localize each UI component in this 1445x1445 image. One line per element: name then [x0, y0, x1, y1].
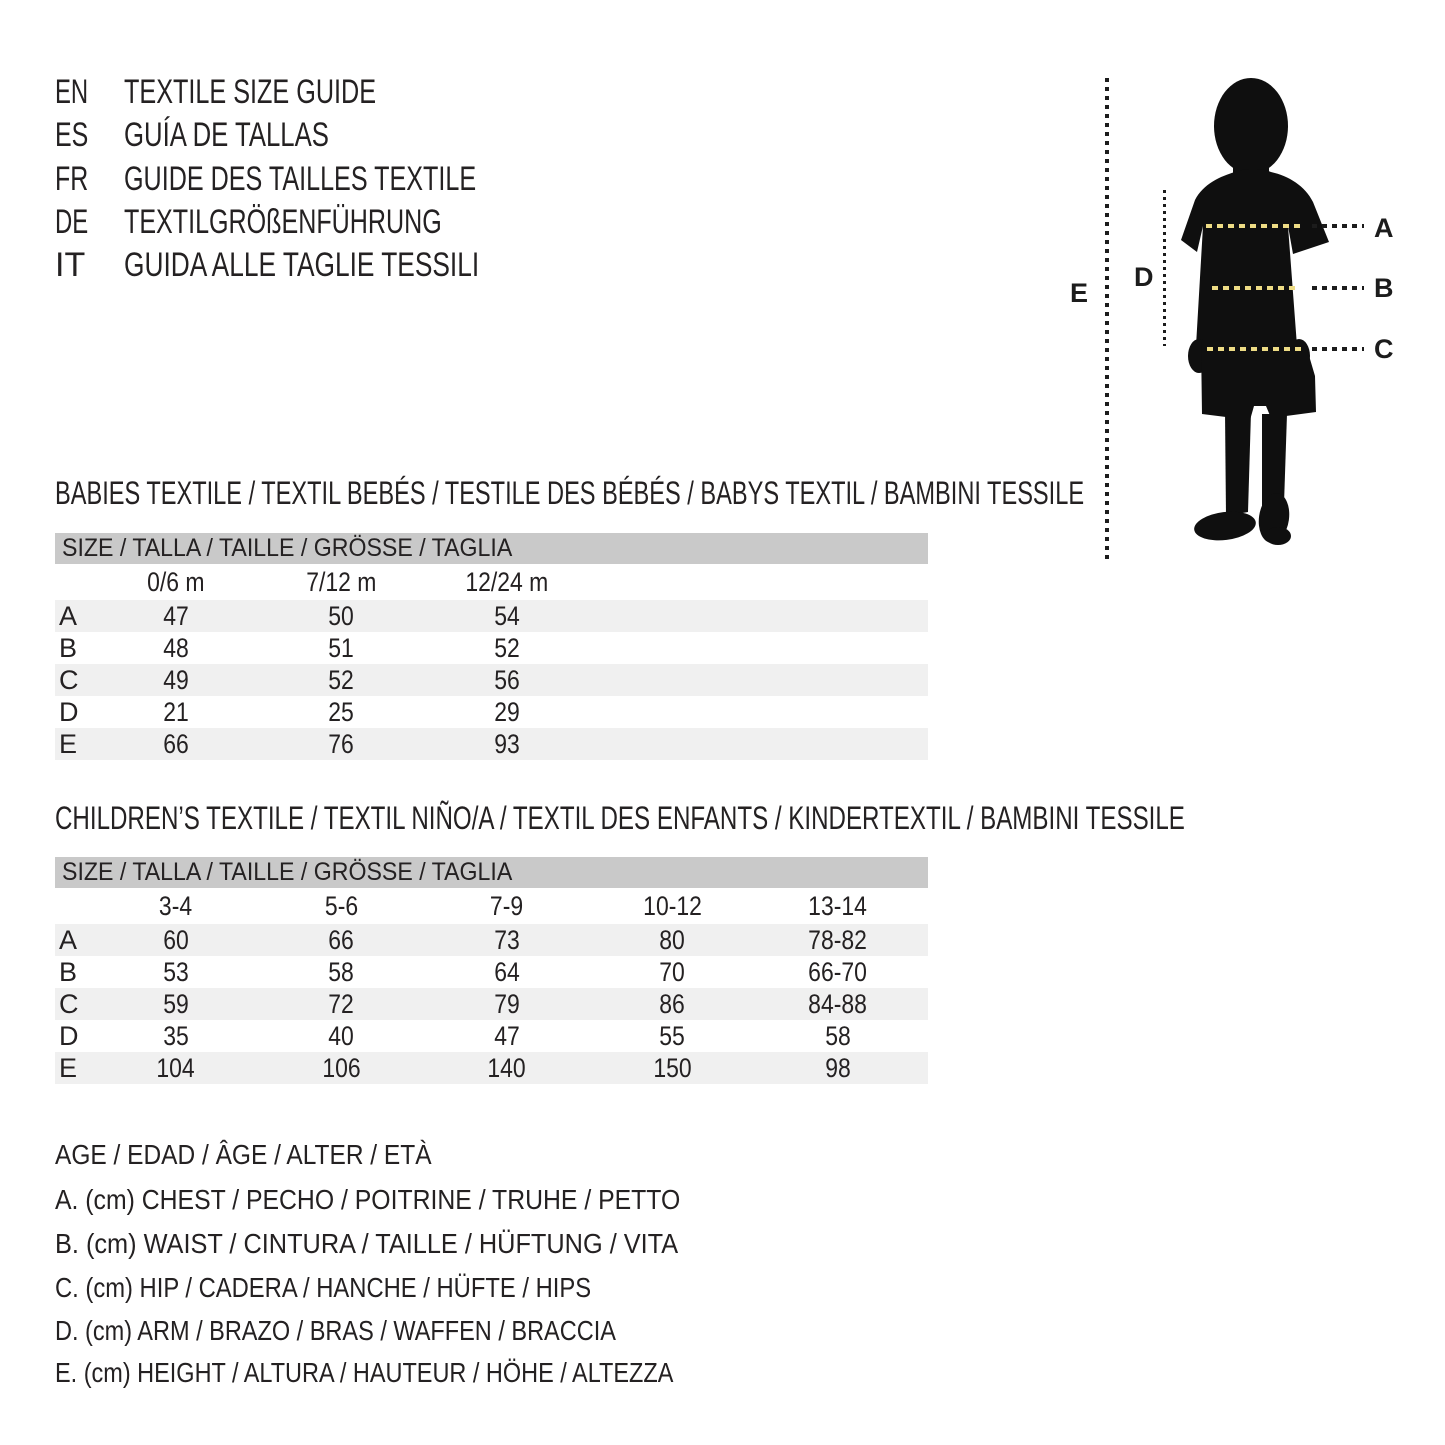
silhouette-right-toe: [1265, 527, 1291, 545]
row-label: C: [59, 988, 79, 1019]
value-cell: [590, 1053, 756, 1084]
value-cell: [93, 697, 259, 728]
table-row: [55, 1020, 928, 1052]
value-text: 98: [824, 1052, 851, 1083]
row-label: A: [59, 600, 78, 631]
value-cell: [755, 1053, 921, 1084]
table-row: [55, 600, 928, 632]
language-code-es: ES: [55, 116, 89, 154]
value-text: 21: [162, 696, 189, 727]
value-cell: [590, 1021, 756, 1052]
language-code-de: DE: [55, 203, 89, 241]
value-text: 76: [328, 728, 355, 759]
legend-age: AGE / EDAD / ÂGE / ALTER / ETÀ: [55, 1139, 432, 1170]
value-text: 73: [493, 924, 520, 955]
value-text: 55: [659, 1020, 686, 1051]
chest-line-black: [1312, 224, 1364, 228]
column-header-cell: [424, 891, 590, 922]
value-cell: [424, 729, 590, 760]
value-text: 104: [156, 1052, 195, 1083]
column-header-cell: [590, 891, 756, 922]
value-cell: [259, 601, 425, 632]
silhouette-tshirt: [1181, 169, 1329, 346]
children-table: [55, 857, 928, 1084]
column-header-cell: [259, 567, 425, 598]
children-size-header-band: [55, 857, 928, 888]
row-label: B: [59, 956, 78, 987]
value-cell: [424, 633, 590, 664]
babies-section-heading: BABIES TEXTILE / TEXTIL BEBÉS / TESTILE DES BÉBÉS / BABYS TEXTIL / BAMBINI TESSILE: [55, 475, 1085, 511]
value-cell: [424, 697, 590, 728]
column-header-label: 7-9: [490, 890, 524, 921]
value-cell: [259, 697, 425, 728]
value-text: 60: [162, 924, 189, 955]
value-cell: [424, 1053, 590, 1084]
value-text: 52: [493, 632, 520, 663]
value-cell: [93, 665, 259, 696]
value-cell: [755, 925, 921, 956]
value-cell: [424, 989, 590, 1020]
value-text: 140: [487, 1052, 526, 1083]
language-title-fr: GUIDE DES TAILLES TEXTILE: [124, 160, 477, 198]
children-column-header-row: [55, 888, 928, 924]
value-text: 58: [824, 1020, 851, 1051]
marker-label-a: A: [1374, 213, 1394, 243]
row-label: E: [59, 1052, 78, 1083]
table-row: [55, 988, 928, 1020]
value-text: 48: [162, 632, 189, 663]
value-text: 80: [659, 924, 686, 955]
babies-table: [55, 533, 928, 760]
value-text: 64: [493, 956, 520, 987]
value-cell: [755, 1021, 921, 1052]
column-header-cell: [755, 891, 921, 922]
value-cell: [259, 665, 425, 696]
value-text: 58: [328, 956, 355, 987]
marker-label-b: B: [1374, 273, 1394, 303]
value-text: 47: [162, 600, 189, 631]
column-header-label: 3-4: [159, 890, 193, 921]
arm-measure-line-d: [1163, 190, 1166, 346]
value-text: 66-70: [808, 956, 868, 987]
value-text: 84-88: [808, 988, 868, 1019]
language-title-en: TEXTILE SIZE GUIDE: [124, 73, 377, 111]
babies-size-header-text: SIZE / TALLA / TAILLE / GRÖSSE / TAGLIA: [62, 534, 513, 562]
value-text: 66: [162, 728, 189, 759]
value-text: 79: [493, 988, 520, 1019]
legend-waist: B. (cm) WAIST / CINTURA / TAILLE / HÜFTUNG / VITA: [55, 1228, 679, 1259]
value-cell: [93, 729, 259, 760]
row-label: D: [59, 1020, 79, 1051]
children-section-heading: CHILDREN’S TEXTILE / TEXTIL NIÑO/A / TEXTIL DES ENFANTS / KINDERTEXTIL / BAMBINI TESSILE: [55, 800, 1185, 836]
language-title-it: GUIDA ALLE TAGLIE TESSILI: [124, 246, 480, 284]
chest-line-yellow: [1206, 224, 1303, 228]
value-cell: [93, 633, 259, 664]
value-cell: [755, 989, 921, 1020]
babies-table-rows: [55, 600, 928, 760]
silhouette-left-shoe: [1193, 508, 1258, 543]
column-header-cell: [93, 891, 259, 922]
table-row: [55, 632, 928, 664]
value-text: 72: [328, 988, 355, 1019]
legend-hip: C. (cm) HIP / CADERA / HANCHE / HÜFTE / HIPS: [55, 1272, 592, 1303]
value-cell: [590, 989, 756, 1020]
table-row: [55, 696, 928, 728]
language-code-en: EN: [55, 73, 89, 111]
value-cell: [424, 1021, 590, 1052]
column-header-label: 0/6 m: [147, 566, 205, 597]
value-text: 70: [659, 956, 686, 987]
value-text: 51: [328, 632, 355, 663]
value-text: 54: [493, 600, 520, 631]
marker-label-c: C: [1374, 334, 1394, 364]
silhouette-shorts: [1201, 342, 1316, 420]
value-text: 40: [328, 1020, 355, 1051]
child-silhouette: [1175, 76, 1335, 558]
value-text: 93: [493, 728, 520, 759]
table-row: [55, 924, 928, 956]
legend-height: E. (cm) HEIGHT / ALTURA / HAUTEUR / HÖHE / ALTEZZA: [55, 1357, 674, 1388]
value-cell: [424, 957, 590, 988]
hip-line-yellow: [1207, 347, 1303, 351]
value-cell: [259, 925, 425, 956]
row-label: D: [59, 696, 79, 727]
waist-line-black: [1312, 286, 1364, 290]
value-cell: [93, 989, 259, 1020]
column-header-label: 13-14: [808, 890, 868, 921]
value-text: 106: [322, 1052, 361, 1083]
table-row: [55, 664, 928, 696]
value-cell: [93, 957, 259, 988]
language-title-es: GUÍA DE TALLAS: [124, 116, 329, 154]
column-header-cell: [424, 567, 590, 598]
value-text: 49: [162, 664, 189, 695]
value-text: 52: [328, 664, 355, 695]
value-text: 78-82: [808, 924, 868, 955]
babies-size-header-band: [55, 533, 928, 564]
value-cell: [424, 601, 590, 632]
height-measure-line-e: [1105, 78, 1109, 562]
row-label: C: [59, 664, 79, 695]
value-cell: [93, 1053, 259, 1084]
legend-arm: D. (cm) ARM / BRAZO / BRAS / WAFFEN / BRACCIA: [55, 1315, 616, 1346]
value-text: 47: [493, 1020, 520, 1051]
value-text: 66: [328, 924, 355, 955]
hip-line-black: [1312, 347, 1364, 351]
language-code-it: IT: [55, 246, 86, 284]
silhouette-left-leg: [1225, 412, 1251, 516]
value-text: 56: [493, 664, 520, 695]
row-label: E: [59, 728, 78, 759]
value-cell: [93, 1021, 259, 1052]
value-text: 150: [653, 1052, 692, 1083]
language-code-fr: FR: [55, 160, 89, 198]
value-text: 50: [328, 600, 355, 631]
value-text: 53: [162, 956, 189, 987]
value-text: 59: [162, 988, 189, 1019]
value-cell: [259, 989, 425, 1020]
marker-label-d: D: [1134, 262, 1154, 292]
value-text: 29: [493, 696, 520, 727]
column-header-label: 12/24 m: [465, 566, 549, 597]
row-label: B: [59, 632, 78, 663]
value-cell: [424, 665, 590, 696]
column-header-label: 7/12 m: [306, 566, 377, 597]
value-cell: [590, 925, 756, 956]
value-cell: [259, 1053, 425, 1084]
value-cell: [259, 957, 425, 988]
column-header-cell: [259, 891, 425, 922]
legend-chest: A. (cm) CHEST / PECHO / POITRINE / TRUHE / PETTO: [55, 1184, 681, 1215]
value-cell: [590, 957, 756, 988]
column-header-label: 5-6: [324, 890, 358, 921]
language-title-de: TEXTILGRÖßENFÜHRUNG: [124, 203, 442, 241]
value-cell: [93, 601, 259, 632]
babies-column-header-row: [55, 564, 928, 600]
value-cell: [259, 633, 425, 664]
value-text: 25: [328, 696, 355, 727]
waist-line-yellow: [1212, 286, 1300, 290]
column-header-label: 10-12: [642, 890, 702, 921]
value-cell: [93, 925, 259, 956]
children-table-rows: [55, 924, 928, 1084]
table-row: [55, 1052, 928, 1084]
value-cell: [259, 1021, 425, 1052]
column-header-cell: [93, 567, 259, 598]
value-cell: [424, 925, 590, 956]
table-row: [55, 956, 928, 988]
value-text: 35: [162, 1020, 189, 1051]
value-cell: [755, 957, 921, 988]
table-row: [55, 728, 928, 760]
row-label: A: [59, 924, 78, 955]
value-cell: [259, 729, 425, 760]
children-size-header-text: SIZE / TALLA / TAILLE / GRÖSSE / TAGLIA: [62, 858, 513, 886]
marker-label-e: E: [1070, 278, 1089, 308]
value-text: 86: [659, 988, 686, 1019]
